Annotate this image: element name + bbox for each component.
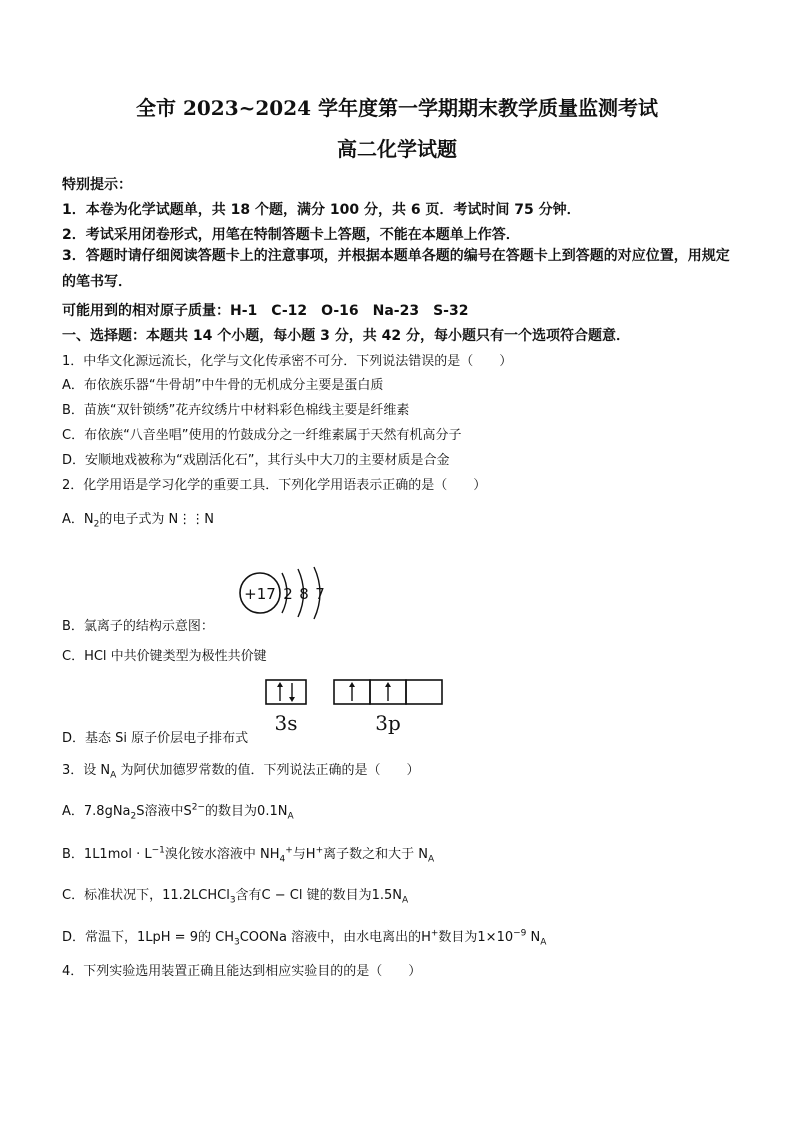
orbital-3s-box (266, 680, 306, 704)
q3b-t0: B．1L1mol · L (62, 847, 152, 862)
p1-up-head (349, 682, 355, 687)
q3b-t1: −1 (151, 845, 165, 856)
q2-option-b: B．氯离子的结构示意图： (62, 619, 214, 634)
q3b-t5: 与H (292, 847, 316, 862)
q2-option-c: C．HCl 中共价键类型为极性共价键 (62, 649, 267, 664)
note-3: 3．答题时请仔细阅读答题卡上的注意事项，并根据本题单各题的编号在答题卡上到答题的对应位置，用规定的笔书写． (62, 248, 730, 290)
nucleus-charge: +17 (244, 585, 276, 603)
q3c-t0: C．标准状况下，11.2LCHCl (62, 888, 230, 903)
q3a-t0: A．7.8gNa (62, 804, 131, 819)
q3d-t0: D．常温下，1LpH = 9的 CH (62, 930, 234, 945)
p2-up-head (385, 682, 391, 687)
exam-subtitle: 高二化学试题 (337, 137, 457, 161)
q3-option-c (62, 884, 408, 906)
q2-a-prefix: A． (62, 512, 84, 527)
spin-down-head (289, 697, 295, 702)
q3d-t3: + (430, 928, 439, 939)
section1-heading: 一、选择题：本题共 14 个小题，每小题 3 分，共 42 分，每小题只有一个选项符合题意． (62, 328, 630, 344)
q3-option-a (62, 800, 294, 822)
q3-option-d (62, 926, 546, 948)
q3a-t3: 2− (191, 802, 206, 813)
q1-option-b: B．苗族“双针锁绣”花卉纹绣片中材料彩色棉线主要是纤维素 (62, 403, 410, 418)
orbital-3p-box-3 (406, 680, 442, 704)
note-1: 1．本卷为化学试题单，共 18 个题，满分 100 分，共 6 页．考试时间 75 分钟． (62, 202, 581, 218)
q3b-t3: 4 (279, 854, 286, 865)
q3b-t7: 离子数之和大于 N (323, 847, 428, 862)
q2-a-n: N (83, 512, 94, 527)
q1-option-a: A．布依族乐器“牛骨胡”中牛骨的无机成分主要是蛋白质 (62, 378, 384, 393)
q3d-t7: A (540, 937, 547, 948)
si-orbital-diagram (264, 678, 454, 736)
q2-stem: 2．化学用语是学习化学的重要工具．下列化学用语表示正确的是（ ） (62, 478, 487, 493)
q3d-t1: 3 (233, 937, 240, 948)
q1-option-c: C．布依族“八音坐唱”使用的竹鼓成分之一纤维素属于天然有机高分子 (62, 428, 462, 443)
q3-stem-post: 为阿伏加德罗常数的值．下列说法正确的是（ ） (116, 763, 420, 778)
q4-stem: 4．下列实验选用装置正确且能达到相应实验目的的是（ ） (62, 964, 422, 979)
q2-option-a (62, 508, 214, 530)
q3a-t5: A (287, 811, 294, 822)
q1-stem: 1．中华文化源远流长，化学与文化传承密不可分．下列说法错误的是（ ） (62, 354, 513, 369)
q3b-t8: A (427, 854, 435, 865)
q3d-t4: 数目为1×10 (438, 930, 514, 945)
q3d-t2: COONa 溶液中，由水电离出的H (239, 930, 431, 945)
q3c-t1: 3 (229, 895, 236, 906)
q3-stem (62, 759, 419, 781)
q1-option-d: D．安顺地戏被称为“戏剧活化石”，其行头中大刀的主要材质是合金 (62, 453, 450, 468)
q3b-t2: 溴化铵水溶液中 NH (164, 847, 280, 862)
exam-title: 全市 2023~2024 学年度第一学期期末教学质量监测考试 (135, 96, 658, 120)
spin-up-head (277, 682, 283, 687)
q3c-t3: A (402, 895, 409, 906)
q3a-t4: 的数目为0.1N (205, 804, 288, 819)
atomic-mass-line: 可能用到的相对原子质量：H-1 C-12 O-16 Na-23 S-32 (62, 303, 469, 319)
q3d-t6: N (526, 930, 541, 945)
q2-option-d: D．基态 Si 原子价层电子排布式 (62, 731, 249, 746)
q3c-t2: 含有C − Cl 键的数目为1.5N (235, 888, 403, 903)
shell-count-2: 8 (299, 585, 309, 603)
q3a-t2: S溶液中S (136, 804, 192, 819)
q2-a-sub: 2 (93, 519, 100, 530)
q3d-t5: −9 (513, 928, 527, 939)
note-2: 2．考试采用闭卷形式，用笔在特制答题卡上答题，不能在本题单上作答． (62, 227, 520, 243)
notes-heading: 特别提示： (62, 177, 132, 193)
shell-count-1: 2 (283, 585, 293, 603)
q3-stem-pre: 3．设 N (62, 763, 111, 778)
q2-a-post: 的电子式为 N⋮⋮N (99, 512, 214, 527)
q3b-t4: + (285, 845, 293, 856)
label-3p: 3p (375, 711, 401, 735)
q3-stem-sub: A (110, 770, 117, 781)
chloride-ion-diagram (236, 565, 336, 621)
label-3s: 3s (274, 711, 298, 735)
shell-count-3: 7 (315, 585, 325, 603)
q3-option-b (62, 843, 434, 865)
q3a-t1: 2 (130, 811, 137, 822)
q3b-t6: + (315, 845, 324, 856)
